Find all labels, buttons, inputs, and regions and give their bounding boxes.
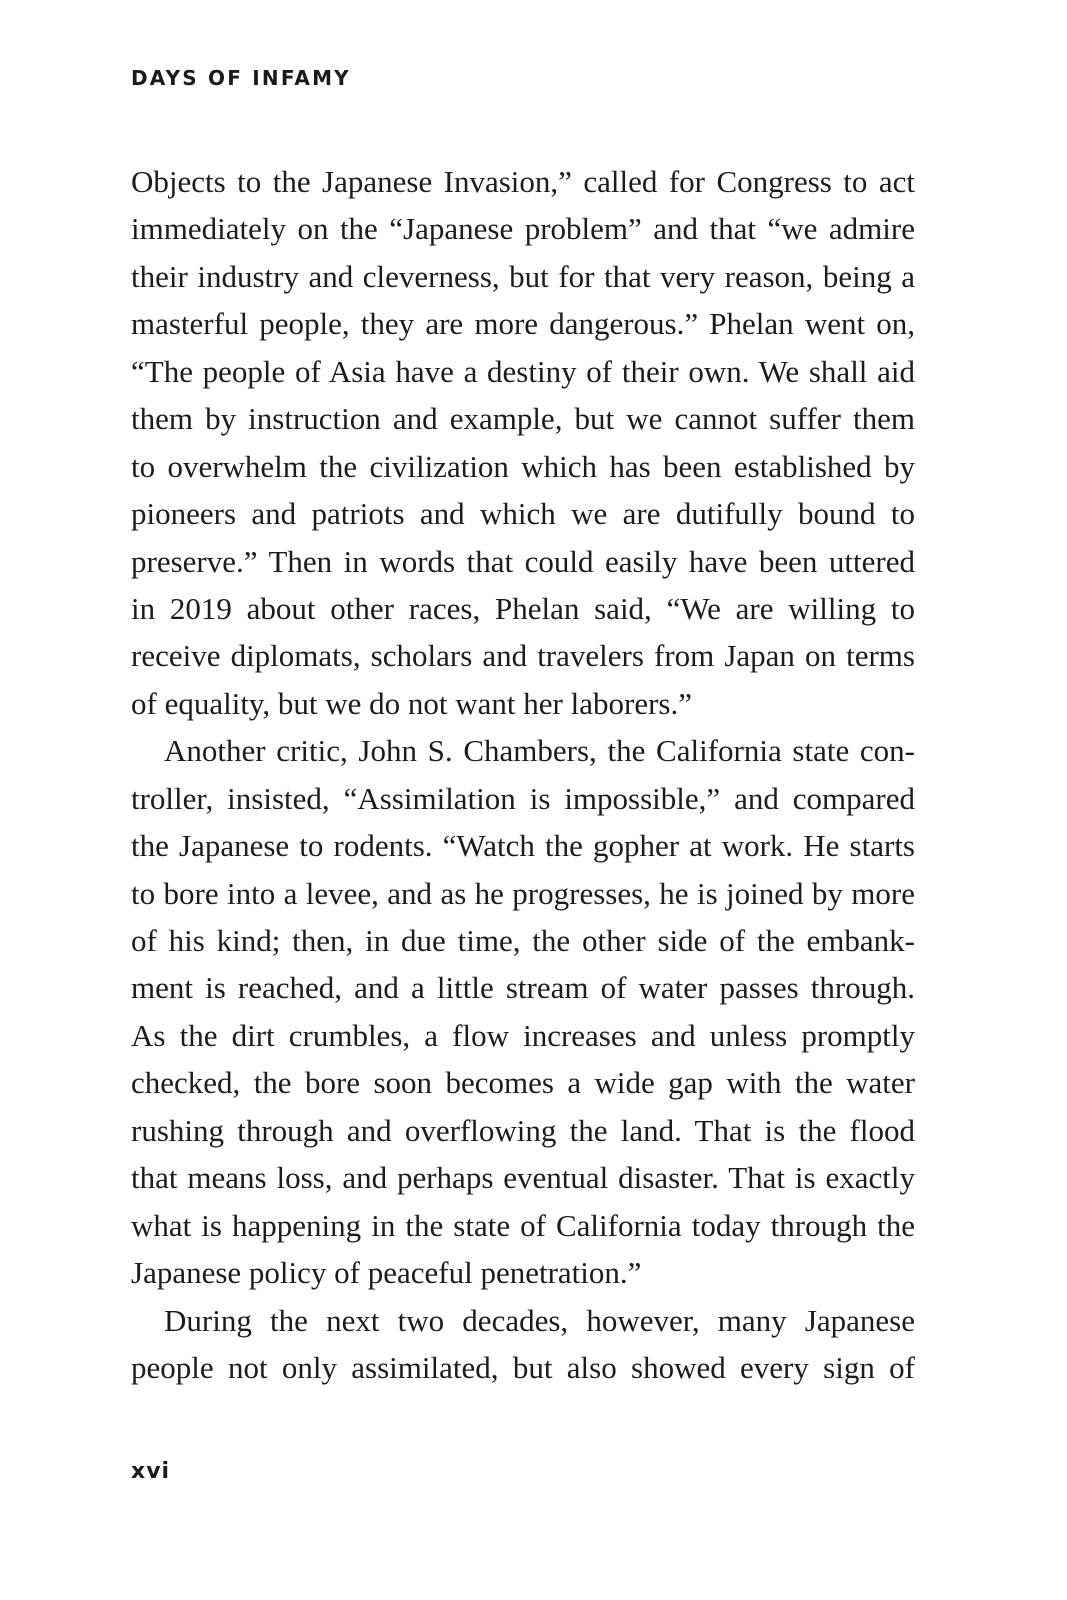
- text-line: receive diplomats, scholars and travelers from Japan on terms: [131, 638, 915, 674]
- text-line: their industry and cleverness, but for that very reason, being a: [131, 258, 915, 294]
- text-line: that means loss, and perhaps eventual disaster. That is exactly: [131, 1160, 915, 1196]
- text-line: to bore into a levee, and as he progresses, he is joined by more: [131, 875, 915, 911]
- text-line: Japanese policy of peaceful penetration.”: [131, 1255, 642, 1291]
- text-line: people not only assimilated, but also showed every sign of: [131, 1349, 915, 1385]
- text-line: the Japanese to rodents. “Watch the gopher at work. He starts: [131, 828, 915, 864]
- text-line: checked, the bore soon becomes a wide gap with the water: [131, 1065, 915, 1101]
- text-line: of his kind; then, in due time, the other side of the embank-: [131, 923, 915, 958]
- text-line: Another critic, John S. Chambers, the California state con-: [164, 733, 915, 769]
- text-line: preserve.” Then in words that could easily have been uttered: [131, 543, 915, 579]
- text-line: immediately on the “Japanese problem” and that “we admire: [131, 211, 915, 247]
- text-line: masterful people, they are more dangerous.” Phelan went on,: [131, 306, 915, 342]
- text-line: troller, insisted, “Assimilation is impossible,” and compared: [131, 780, 915, 816]
- text-line: them by instruction and example, but we cannot suffer them: [131, 401, 915, 437]
- text-line: “The people of Asia have a destiny of their own. We shall aid: [131, 353, 915, 389]
- body-text: [131, 158, 915, 1391]
- text-line: pioneers and patriots and which we are dutifully bound to: [131, 496, 915, 532]
- text-line: As the dirt crumbles, a flow increases and unless promptly: [131, 1017, 915, 1053]
- text-line: of equality, but we do not want her laborers.”: [131, 685, 692, 721]
- text-line: to overwhelm the civilization which has been established by: [131, 448, 915, 484]
- text-line: in 2019 about other races, Phelan said, “We are willing to: [131, 590, 915, 626]
- text-line: During the next two decades, however, many Japanese: [164, 1302, 915, 1338]
- page-number: xvi: [131, 1459, 171, 1484]
- text-line: what is happening in the state of California today through the: [131, 1207, 915, 1243]
- text-line: Objects to the Japanese Invasion,” called for Congress to act: [131, 164, 915, 199]
- text-line: rushing through and overflowing the land. That is the flood: [131, 1112, 915, 1148]
- text-line: ment is reached, and a little stream of water passes through.: [131, 970, 915, 1006]
- running-head: DAYS OF INFAMY: [131, 66, 351, 90]
